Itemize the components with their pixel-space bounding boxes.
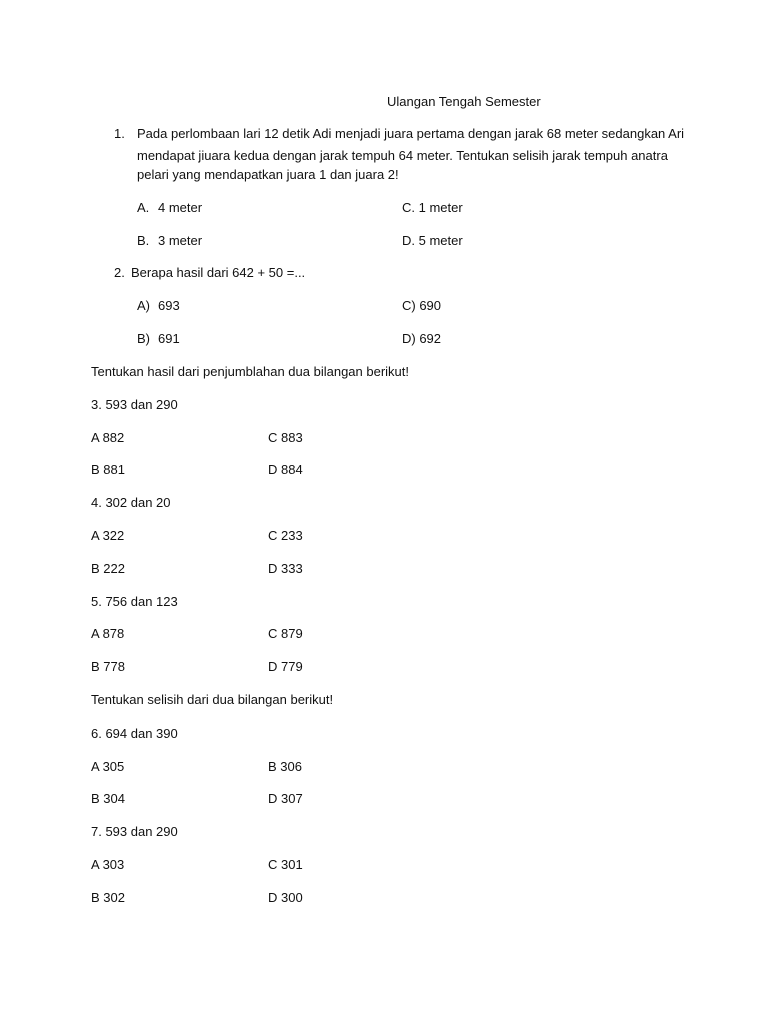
q1-text-line-3: pelari yang mendapatkan juara 1 dan juara 2!	[137, 167, 399, 182]
q5-option-a: A 878	[91, 626, 125, 641]
q4-option-a: A 322	[91, 528, 125, 543]
q6-option-b: B 304	[91, 791, 125, 806]
q6-text: 6. 694 dan 390	[91, 726, 178, 741]
q2-option-b-label: B)	[137, 331, 150, 346]
q1-number: 1.	[114, 126, 125, 141]
q1-option-d: D. 5 meter	[402, 233, 463, 248]
page-title: Ulangan Tengah Semester	[387, 94, 541, 109]
q6-option-a: A 305	[91, 759, 125, 774]
q4-option-c: C 233	[268, 528, 303, 543]
q6-option-c: B 306	[268, 759, 302, 774]
q4-text: 4. 302 dan 20	[91, 495, 171, 510]
q3-option-a: A 882	[91, 430, 125, 445]
q4-option-b: B 222	[91, 561, 125, 576]
q7-option-a: A 303	[91, 857, 125, 872]
q5-option-c: C 879	[268, 626, 303, 641]
q3-option-d: D 884	[268, 462, 303, 477]
q3-option-c: C 883	[268, 430, 303, 445]
q1-text-line-1: Pada perlombaan lari 12 detik Adi menjadi juara pertama dengan jarak 68 meter sedangkan Ari	[137, 126, 685, 141]
q7-option-d: D 300	[268, 890, 303, 905]
q5-option-b: B 778	[91, 659, 125, 674]
q4-option-d: D 333	[268, 561, 303, 576]
q5-option-d: D 779	[268, 659, 303, 674]
q6-option-d: D 307	[268, 791, 303, 806]
q2-option-c: C) 690	[402, 298, 442, 313]
section-heading-subtraction: Tentukan selisih dari dua bilangan berikut!	[91, 692, 334, 707]
q2-option-b-value: 691	[158, 331, 180, 346]
q1-option-b-label: B.	[137, 233, 150, 248]
q1-option-a-label: A.	[137, 200, 150, 215]
q2-option-a-label: A)	[137, 298, 150, 313]
q7-text: 7. 593 dan 290	[91, 824, 178, 839]
q7-option-c: C 301	[268, 857, 303, 872]
q3-text: 3. 593 dan 290	[91, 397, 178, 412]
q2-number: 2.	[114, 265, 125, 280]
q1-option-c: C. 1 meter	[402, 200, 463, 215]
q1-option-b-value: 3 meter	[158, 233, 203, 248]
q5-text: 5. 756 dan 123	[91, 594, 178, 609]
q7-option-b: B 302	[91, 890, 125, 905]
q2-option-a-value: 693	[158, 298, 180, 313]
q2-text: Berapa hasil dari 642 + 50 =...	[131, 265, 306, 280]
section-heading-addition: Tentukan hasil dari penjumblahan dua bilangan berikut!	[91, 364, 409, 379]
q1-option-a-value: 4 meter	[158, 200, 203, 215]
q2-option-d: D) 692	[402, 331, 442, 346]
q1-text-line-2: mendapat jiuara kedua dengan jarak tempuh 64 meter. Tentukan selisih jarak tempuh anatra	[137, 148, 668, 163]
q3-option-b: B 881	[91, 462, 125, 477]
